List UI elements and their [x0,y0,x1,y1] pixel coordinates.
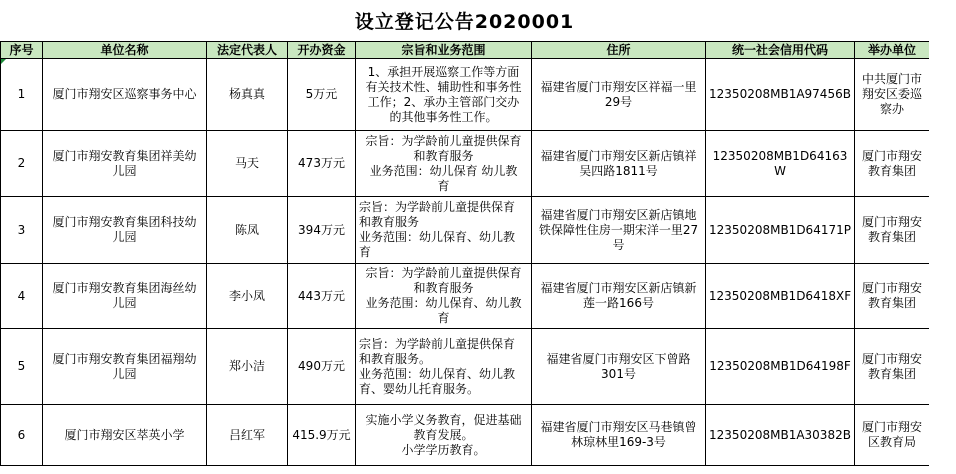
cell-fund[interactable]: 394万元 [288,197,356,264]
cell-credit-code[interactable]: 12350208MB1D6418XF [706,264,855,329]
cell-unit-name[interactable]: 厦门市翔安区萃英小学 [43,405,207,466]
cell-scope[interactable]: 宗旨：为学龄前儿童提供保育 和教育服务 业务范围：幼儿保育、幼儿教 育 [356,197,532,264]
cell-index[interactable]: 1 [1,59,43,131]
cell-legal-rep[interactable]: 郑小洁 [207,329,288,405]
table-row [1,405,930,466]
cell-address[interactable]: 福建省厦门市翔安区新店镇新 莲一路166号 [532,264,706,329]
header-credit-code[interactable]: 统一社会信用代码 [706,42,855,59]
header-legal-rep[interactable]: 法定代表人 [207,42,288,59]
cell-fund[interactable]: 443万元 [288,264,356,329]
table-row [1,59,930,131]
cell-organizer[interactable]: 厦门市翔安 教育集团 [855,264,930,329]
header-address[interactable]: 住所 [532,42,706,59]
cell-fund[interactable]: 473万元 [288,131,356,197]
cell-legal-rep[interactable]: 陈凤 [207,197,288,264]
cell-credit-code[interactable]: 12350208MB1D64198F [706,329,855,405]
table-row [1,197,930,264]
cell-organizer[interactable]: 中共厦门市 翔安区委巡 察办 [855,59,930,131]
cell-legal-rep[interactable]: 李小凤 [207,264,288,329]
cell-credit-code[interactable]: 12350208MB1D64163W [706,131,855,197]
cell-credit-code[interactable]: 12350208MB1A97456B [706,59,855,131]
empty-column-area[interactable] [929,0,956,474]
cell-credit-code[interactable]: 12350208MB1D64171P [706,197,855,264]
cell-address[interactable]: 福建省厦门市翔安区下曾路 301号 [532,329,706,405]
cell-index[interactable]: 6 [1,405,43,466]
table-row [1,264,930,329]
cell-unit-name[interactable]: 厦门市翔安教育集团祥美幼 儿园 [43,131,207,197]
table-row [1,131,930,197]
cell-index[interactable]: 3 [1,197,43,264]
cell-index[interactable]: 5 [1,329,43,405]
header-organizer[interactable]: 举办单位 [855,42,930,59]
cell-scope[interactable]: 宗旨：为学龄前儿童提供保育 和教育服务 业务范围：幼儿保育、幼儿教 育 [356,264,532,329]
header-unit-name[interactable]: 单位名称 [43,42,207,59]
cell-organizer[interactable]: 厦门市翔安 教育集团 [855,329,930,405]
cell-address[interactable]: 福建省厦门市翔安区新店镇地 铁保障性住房一期宋洋一里27 号 [532,197,706,264]
cell-unit-name[interactable]: 厦门市翔安教育集团科技幼 儿园 [43,197,207,264]
header-fund[interactable]: 开办资金 [288,42,356,59]
cell-unit-name[interactable]: 厦门市翔安教育集团福翔幼 儿园 [43,329,207,405]
cell-fund[interactable]: 5万元 [288,59,356,131]
cell-unit-name[interactable]: 厦门市翔安教育集团海丝幼 儿园 [43,264,207,329]
cell-organizer[interactable]: 厦门市翔安 教育集团 [855,197,930,264]
cell-index[interactable]: 2 [1,131,43,197]
cell-fund[interactable]: 490万元 [288,329,356,405]
cell-address[interactable]: 福建省厦门市翔安区马巷镇曾 林琼林里169-3号 [532,405,706,466]
cell-scope[interactable]: 实施小学义务教育，促进基础 教育发展。 小学学历教育。 [356,405,532,466]
cell-organizer[interactable]: 厦门市翔安 教育集团 [855,131,930,197]
cell-index[interactable]: 4 [1,264,43,329]
cell-address[interactable]: 福建省厦门市翔安区新店镇祥 吴四路1811号 [532,131,706,197]
cell-scope[interactable]: 宗旨：为学龄前儿童提供保育 和教育服务。 业务范围：幼儿保育、幼儿教 育、婴幼儿托育服务。 [356,329,532,405]
table-row [1,329,930,405]
cell-legal-rep[interactable]: 杨真真 [207,59,288,131]
cell-credit-code[interactable]: 12350208MB1A30382B [706,405,855,466]
header-scope[interactable]: 宗旨和业务范围 [356,42,532,59]
registration-table [0,41,930,466]
header-index[interactable]: 序号 [1,42,43,59]
cell-address[interactable]: 福建省厦门市翔安区祥福一里 29号 [532,59,706,131]
cell-fund[interactable]: 415.9万元 [288,405,356,466]
cell-legal-rep[interactable]: 马天 [207,131,288,197]
cell-legal-rep[interactable]: 吕红军 [207,405,288,466]
header-row [1,42,930,59]
announcement-title[interactable]: 设立登记公告2020001 [0,0,929,42]
cell-scope[interactable]: 宗旨：为学龄前儿童提供保育 和教育服务 业务范围：幼儿保育 幼儿教 育 [356,131,532,197]
cell-unit-name[interactable]: 厦门市翔安区巡察事务中心 [43,59,207,131]
cell-scope[interactable]: 1、承担开展巡察工作等方面 有关技术性、辅助性和事务性 工作；2、承办主管部门交办 的其他事务性工作。 [356,59,532,131]
cell-organizer[interactable]: 厦门市翔安 区教育局 [855,405,930,466]
